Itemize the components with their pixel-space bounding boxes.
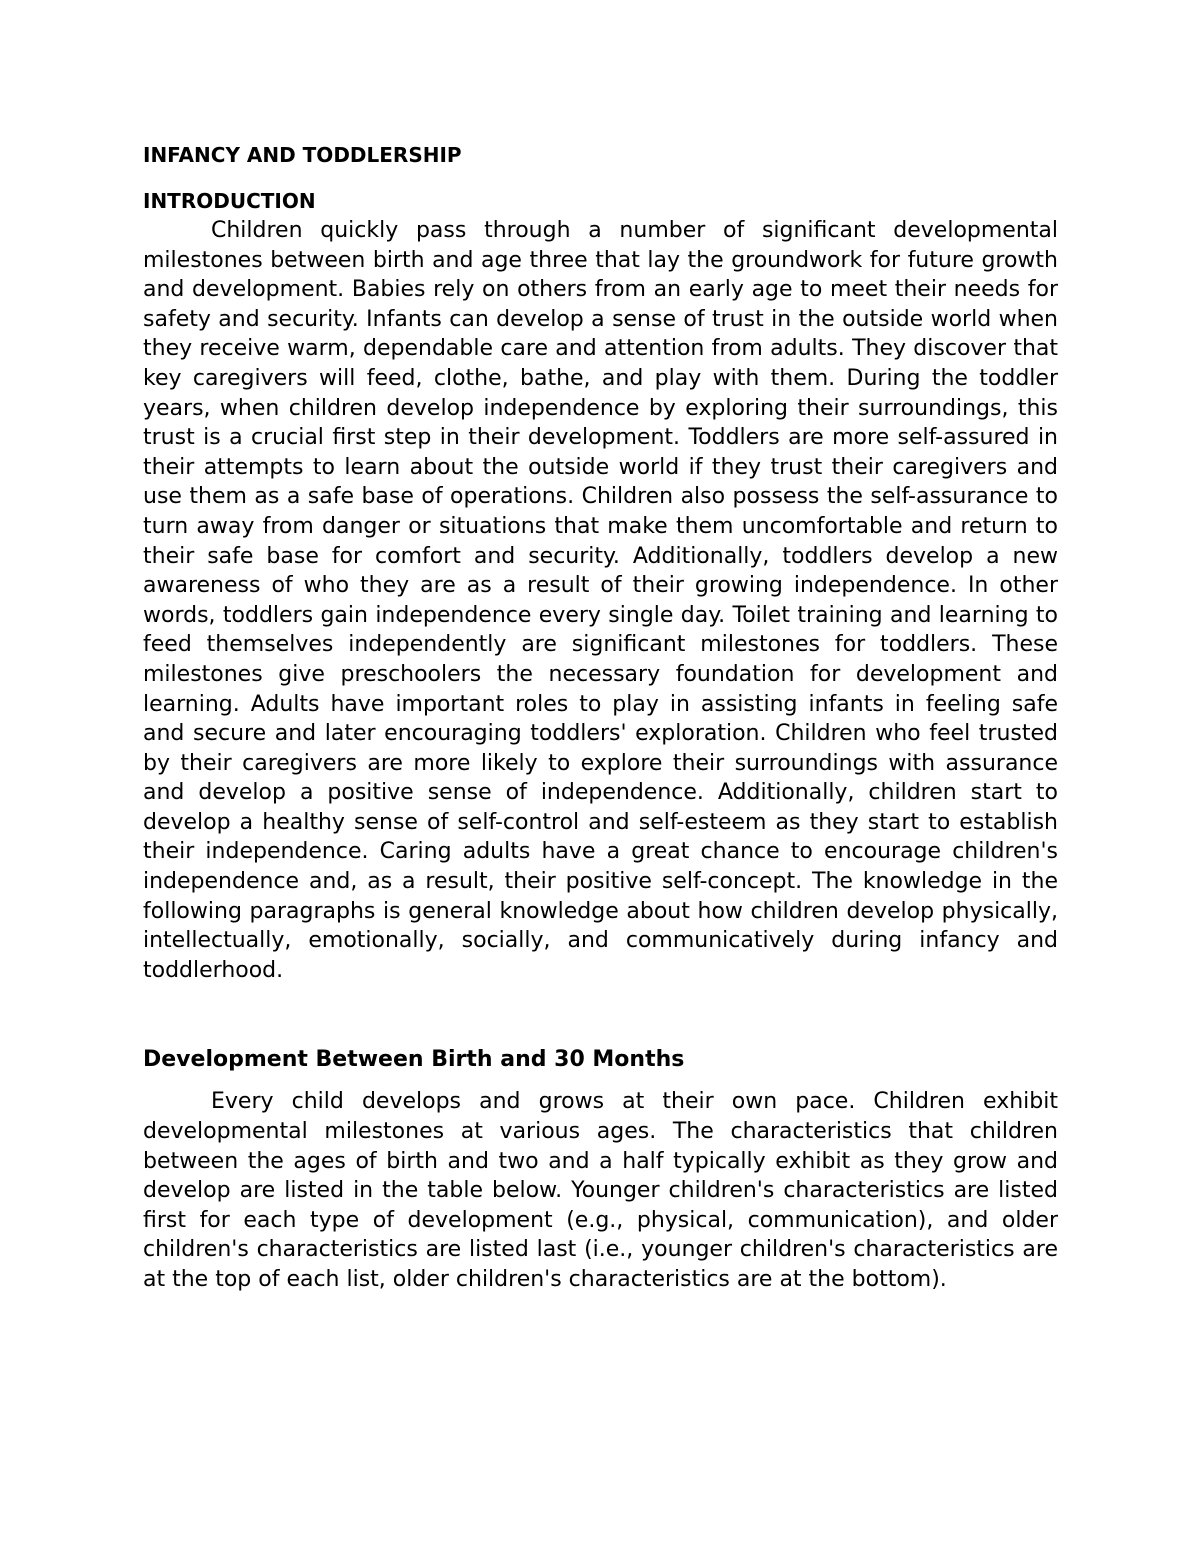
- introduction-paragraph: Children quickly pass through a number of significant developmental milestones between birth and age three that lay the groundwork for future growth and development. Babies rely on others from an early age to meet their needs for safety and security. Infants can develop a sense of trust in the outside world when they receive warm, dependable care and attention from adults. They discover that key caregivers will feed, clothe, bathe, and play with them. During the toddler years, when children develop independence by exploring their surroundings, this trust is a crucial first step in their development. Toddlers are more self-assured in their attempts to learn about the outside world if they trust their caregivers and use them as a safe base of operations. Children also possess the self-assurance to turn away from danger or situations that make them uncomfortable and return to their safe base for comfort and security. Additionally, toddlers develop a new awareness of who they are as a result of their growing independence. In other words, toddlers gain independence every single day. Toilet training and learning to feed themselves independently are significant milestones for toddlers. These milestones give preschoolers the necessary foundation for development and learning. Adults have important roles to play in assisting infants in feeling safe and secure and later encouraging toddlers' exploration. Children who feel trusted by their caregivers are more likely to explore their surroundings with assurance and develop a positive sense of independence. Additionally, children start to develop a healthy sense of self-control and self-esteem as they start to establish their independence. Caring adults have a great chance to encourage children's independence and, as a result, their positive self-concept. The knowledge in the following paragraphs is general knowledge about how children develop physically, intellectually, emotionally, socially, and communicatively during infancy and toddlerhood.: [143, 218, 1058, 983]
- introduction-heading: INTRODUCTION: [143, 189, 316, 213]
- development-paragraph: Every child develops and grows at their own pace. Children exhibit developmental milestones at various ages. The characteristics that children between the ages of birth and two and a half typically exhibit as they grow and develop are listed in the table below. Younger children's characteristics are listed first for each type of development (e.g., physical, communication), and older children's characteristics are listed last (i.e., younger children's characteristics are at the top of each list, older children's characteristics are at the bottom).: [143, 1089, 1058, 1292]
- document-page: [143, 140, 1058, 1295]
- development-heading: Development Between Birth and 30 Months: [143, 1047, 685, 1073]
- document-title: INFANCY AND TODDLERSHIP: [143, 143, 462, 167]
